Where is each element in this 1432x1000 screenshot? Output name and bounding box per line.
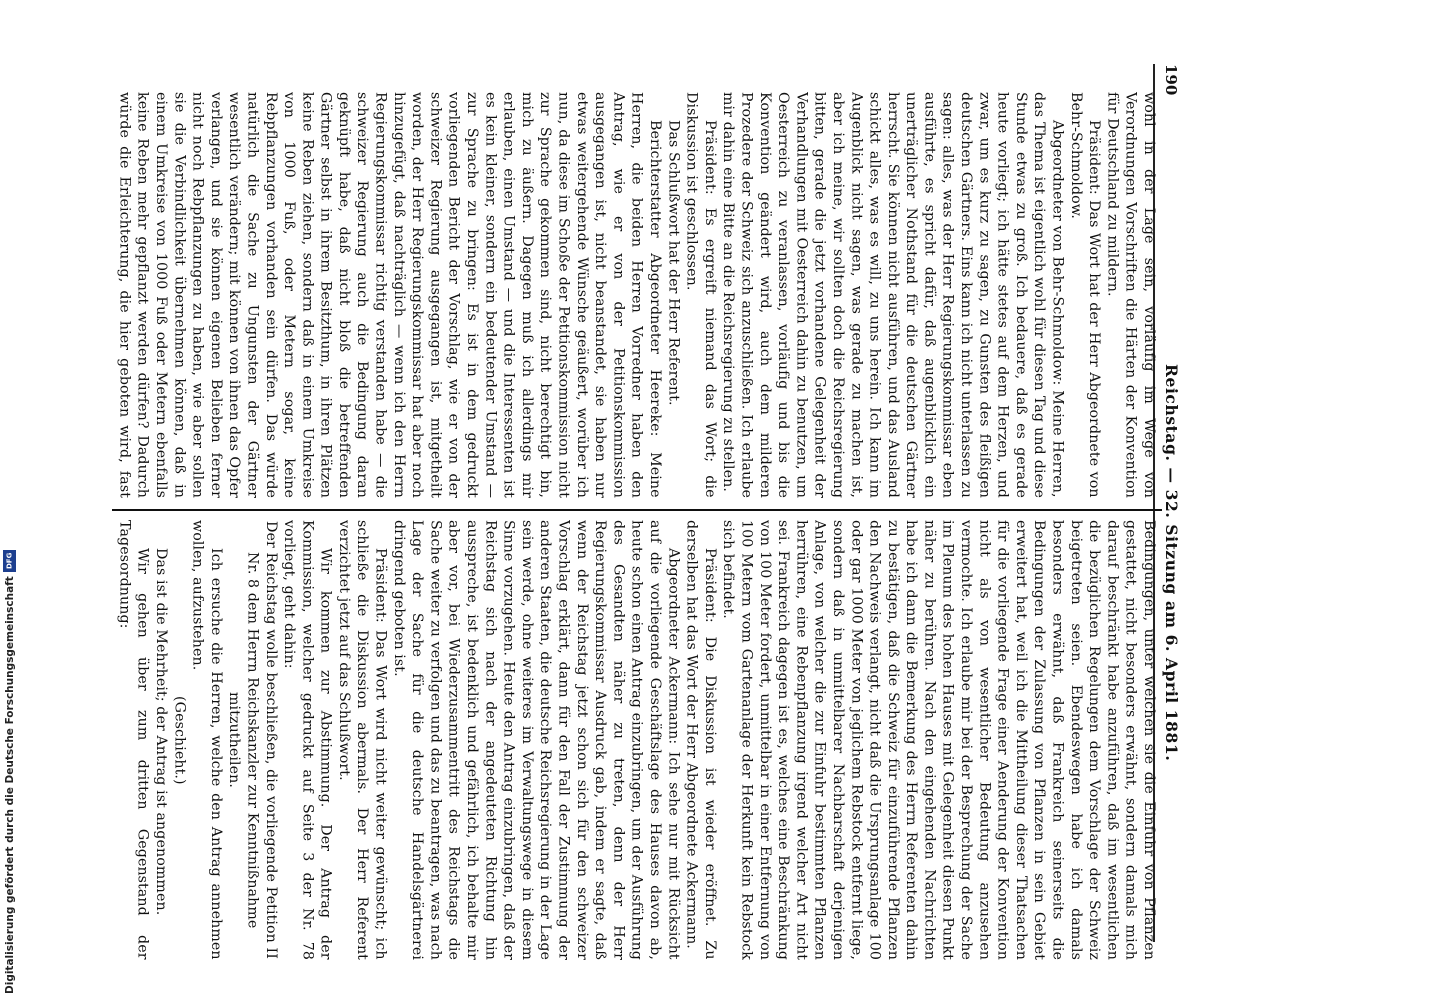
paragraph: Präsident: Das Wort hat der Herr Abgeordnete von Behr-Schmoldow.	[1067, 92, 1103, 498]
paragraph: Präsident: Die Diskussion ist wieder eröffnet. Zu derselben hat das Wort der Herr Abgeordnete Ackermann.	[683, 520, 718, 960]
page-number: 190	[1162, 64, 1180, 96]
column-divider	[112, 509, 1162, 511]
paragraph: Wir gehen über zum dritten Gegenstand der Tagesordnung:	[116, 520, 151, 960]
credit-text: Digitalisierung gefördert durch die Deutsche Forschungsgemeinschaft	[4, 576, 16, 994]
paragraph: Das Schlußwort hat der Herr Referent.	[665, 120, 682, 407]
paragraph: Berichterstatter Abgeordneter Heereke: Meine Herren, die beiden Herren Vorredner haben den Antrag, wie er von der Petitionskommission ausgegangen ist, nicht beanstandet, sie haben nur etwas weitergehende Wünsche geäußert, worüber ich nun, da diese im Schoße der Petitionskommission nicht zur Sprache gekommen sind, nicht berechtigt bin, mich zu äußern. Dagegen muß ich allerdings mir erlauben, einen Umstand — und die Interessenten ist es kein kleiner, sondern ein bedeutender Umstand — zur Sprache zu bringen: Es ist in dem gedruckt vorliegenden Bericht der Vorschlag, wie er von der schweizer Regierung ausgegangen ist, mitgetheilt worden, der Herr Regierungskommissar hat aber noch hinzugefügt, daß nachträglich — wenn ich den Herrn Regierungskommissar richtig verstanden habe — die schweizer Regierung auch die Bedingung daran geknüpft habe, daß nicht bloß die betreffenden Gärtner selbst in ihrem Besitzthum, in ihren Plätzen keine Reben ziehen, sondern daß in einem Umkreise von 1000 Fuß, oder Metern sogar, keine Rebpflanzungen vorhanden sein dürfen. Das würde natürlich die Sache zu Ungunsten der Gärtner wesentlich verändern; mit können von ihnen das Opfer verlangen, und sie können eigenen Belieben ferner nicht noch Rebpflanzungen zu haben, wie aber sollen sie die Verbindlichkeit übernehmen können, daß in einem Umkreise von 1000 Fuß oder Metern ebenfalls keine Reben mehr gepflanzt werden dürfen? Dadurch würde die Erleichterung, die hier geboten wird, fast	[116, 92, 663, 498]
paragraph: Abgeordneter Ackermann: Ich sehe nur mit Rücksicht auf die vorliegende Geschäftslage des Hauses davon ab, heute schon einen Antrag einzubringen, um der Ausführung des Gesandten näher zu treten, denn der Herr Regierungskommissar Ausdruck gab, indem er sagte, daß wenn der Reichstag jetzt schon sich für den schweizer Vorschlag erklärt, dann für den Fall der Zustimmung der anderen Staaten, die deutsche Reichsregierung in der Lage sein werde, ohne weiteres im Verwaltungswege in diesem Sinne vorzugehen. Heute den Antrag einzubringen, daß der Reichstag sich nach der angedeuteten Richtung hin ausspreche, ist bedenklich und gefährlich, ich behalte mir aber vor, bei Wiederzusammentritt des Reichstags die Sache weiter zu verfolgen und das zu beantragen, was nach Lage der Sache für die deutsche Handelsgärtnerei dringend geboten ist.	[390, 520, 682, 960]
stage-direction: (Geschieht.)	[171, 695, 188, 785]
paragraph: wohl in der Lage sein, vorläufig im Wege von Verordnungen Vorschriften die Härten der Konvention für Deutschland zu mildern.	[1104, 92, 1157, 498]
paragraph-indented: Der Reichstag wolle beschließen, die vorliegende Petition II Nr. 8 dem Herrn Reichskanzler zur Kenntnißnahme mitzutheilen.	[226, 521, 279, 959]
paragraph: Wir kommen zur Abstimmung. Der Antrag der Kommission, welcher gedruckt auf Seite 3 der Nr. 78 vorliegt, geht dahin:	[281, 520, 334, 960]
running-header	[1162, 64, 1186, 944]
text-column-left	[116, 92, 1158, 498]
text-column-right	[116, 520, 1158, 960]
paragraph: Präsident: Es ergreift niemand das Wort; die Diskussion ist geschlossen.	[683, 92, 718, 498]
paragraph: Bedingungen, unter welchen sie die Einfuhr von Pflanzen gestattet, nicht besonders erwähnt, sondern damals mich darauf beschränkt habe anzuführen, daß im wesentlichen die bezüglichen Regelungen dem Vorschlage der Schweiz beigetreten seien. Ebendeswegen habe ich damals besonders erwähnt, daß Frankreich seinerseits die Bedingungen der Zulassung von Pflanzen in sein Gebiet erweitert hat, weil ich die Mittheilung dieser Thatsachen für die vorliegende Frage einer Aenderung der Konvention nicht als von wesentlicher Bedeutung anzusehen vermochte. Ich erlaube mir bei der Besprechung der Sache im Plenum des hohen Hauses mit Gelegenheit diesen Punkt näher zu berühren. Nach den eingehenden Nachrichten habe ich dann die Bemerkung des Herrn Referenten dahin zu bestätigen, daß die Schweiz für einzuführende Pflanzen den Nachweis verlangt, nicht daß die Ursprungsanlage 100 oder gar 1000 Meter von jeglichem Rebstock entfernt liege, sondern daß in unmittelbarer Nachbarschaft derjenigen Anlage, von welcher die zur Einfuhr bestimmten Pflanzen herrühren, eine Rebenpflanzung irgend welcher Art nicht sei. Frankreich dagegen ist es, welches eine Beschränkung von 100 Meter fordert, unmittelbar in einer Entfernung von 100 Metern vom Gartenanlage der Herkunft kein Rebstock sich befindet.	[720, 520, 1157, 960]
page-title: Reichstag. — 32. Sitzung am 6. April 1881.	[1162, 364, 1181, 762]
paragraph: Das ist die Mehrheit; der Antrag ist angenommen.	[152, 548, 169, 916]
digitization-credit	[2, 0, 18, 1000]
paragraph: Abgeordneter von Behr-Schmoldow: Meine Herren, das Thema ist eigentlich wohl für diesen Tag und diese Stunde etwas zu groß. Ich bedauere, daß es gerade heute vorliegt; ich hätte stetes auf dem Herzen, und zwar, um es kurz zu sagen, zu Gunsten des fleißigen deutschen Gärtners. Eins kann ich nicht unterlassen zu sagen: alles, was der Herr Regierungskommissar eben ausführte, es spricht dafür, daß augenblicklich ein unerträglicher Nothstand für die deutschen Gärtner herrscht. Sie können nicht ausführen, und das Ausland schickt alles, was es will, zu uns herein. Ich kann im Augenblick nicht sagen, was gerade zu machen ist, aber ich meine, wir sollten doch die Reichsregierung bitten, gerade die jetzt vorhandene Gelegenheit der Verhandlungen mit Oesterreich dahin zu benutzen, um Oesterreich zu veranlassen, vorläufig und bis die Konvention geändert wird, auch dem milderen Prozedere der Schweiz sich anzuschließen. Ich erlaube mir dahin eine Bitte an die Reichsregierung zu stellen.	[720, 92, 1066, 498]
paragraph: Präsident: Das Wort wird nicht weiter gewünscht; ich schließe die Diskussion abermals. Der Herr Referent verzichtet jetzt auf das Schlußwort.	[335, 520, 389, 960]
paragraph: Ich ersuche die Herren, welche den Antrag annehmen wollen, aufzustehen.	[189, 520, 224, 960]
dfg-logo-icon: DFG	[4, 550, 17, 572]
